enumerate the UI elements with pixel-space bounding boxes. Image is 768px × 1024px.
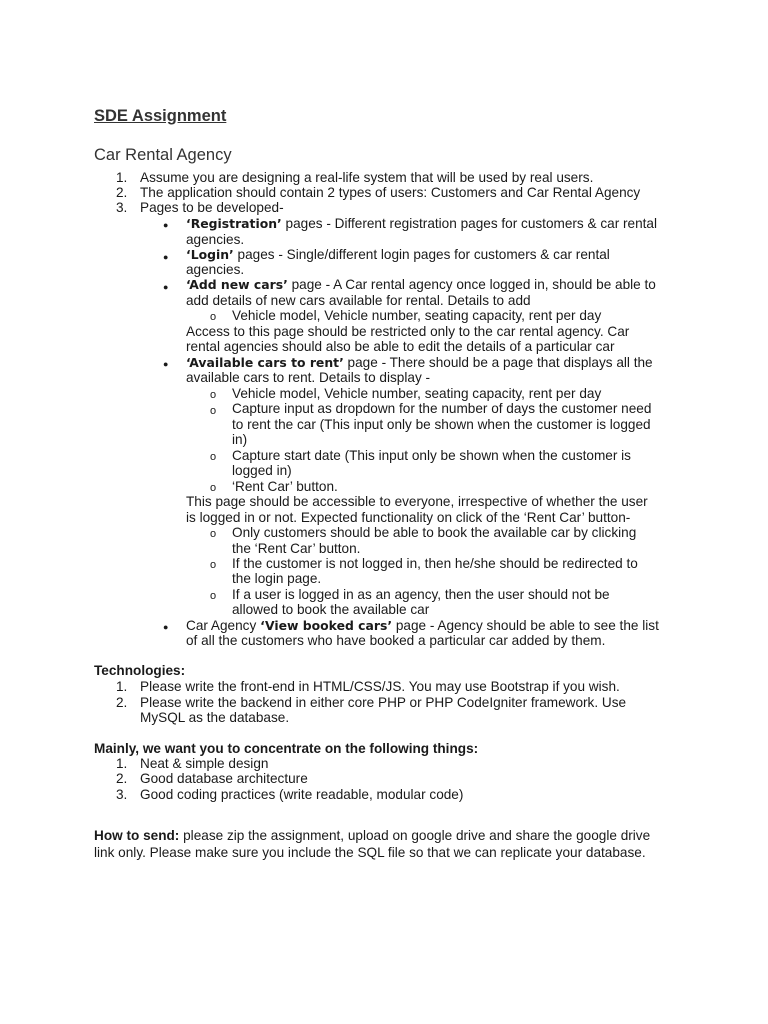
login-page-item: ‘Login’ pages - Single/different login pages for customers & car rental (186, 247, 610, 262)
sub-bullet-icon: o (210, 311, 217, 323)
functionality-item: If the customer is not logged in, then he/she should be redirected to (232, 556, 638, 571)
add-cars-page-item-cont: add details of new cars available for rental. Details to add (186, 293, 531, 308)
list-number: 2. (116, 185, 128, 200)
sub-bullet-icon: o (210, 482, 217, 494)
bullet-icon: ● (163, 282, 169, 292)
add-cars-note-cont: rental agencies should also be able to edit the details of a particular car (186, 339, 615, 354)
how-to-send-label: How to send: (94, 828, 180, 843)
sub-bullet-icon: o (210, 528, 217, 540)
sub-bullet-icon: o (210, 590, 217, 602)
page-subtitle: Car Rental Agency (94, 146, 232, 164)
list-item: Pages to be developed- (140, 200, 284, 215)
functionality-item: If a user is logged in as an agency, then the user should not be (232, 587, 610, 602)
registration-label: ‘Registration’ (186, 216, 282, 231)
login-label: ‘Login’ (186, 247, 234, 262)
focus-item: Neat & simple design (140, 756, 269, 771)
available-cars-detail-cont: in) (232, 432, 248, 447)
bullet-icon: ● (163, 220, 169, 230)
how-to-send: How to send: please zip the assignment, upload on google drive and share the google drive (94, 828, 651, 843)
list-number: 2. (116, 771, 128, 786)
view-booked-label: ‘View booked cars’ (260, 618, 393, 633)
technology-item-cont: MySQL as the database. (140, 710, 290, 725)
technology-item: Please write the front-end in HTML/CSS/JS. You may use Bootstrap if you wish. (140, 679, 620, 694)
focus-item: Good coding practices (write readable, modular code) (140, 787, 464, 802)
available-cars-detail: Capture start date (This input only be shown when the customer is (232, 448, 631, 463)
registration-page-item-cont: agencies. (186, 232, 245, 247)
sub-bullet-icon: o (210, 451, 217, 463)
available-cars-note-cont: is logged in or not. Expected functionality on click of the ‘Rent Car’ button- (186, 510, 631, 525)
how-to-send-cont: link only. Please make sure you include the SQL file so that we can replicate your database. (94, 845, 646, 860)
view-booked-page-item-cont: of all the customers who have booked a particular car added by them. (186, 633, 606, 648)
list-number: 1. (116, 679, 128, 694)
add-cars-note: Access to this page should be restricted only to the car rental agency. Car (186, 324, 630, 339)
sub-bullet-icon: o (210, 389, 217, 401)
available-cars-page-item-cont: available cars to rent. Details to display - (186, 370, 431, 385)
available-cars-label: ‘Available cars to rent’ (186, 355, 344, 370)
available-cars-detail-cont: to rent the car (This input only be shown when the customer is logged (232, 417, 651, 432)
bullet-icon: ● (163, 252, 169, 262)
available-cars-note: This page should be accessible to everyone, irrespective of whether the user (186, 494, 648, 509)
functionality-item-cont: allowed to book the available car (232, 602, 430, 617)
registration-page-item: ‘Registration’ pages - Different registration pages for customers & car rental (186, 216, 658, 231)
available-cars-detail: Capture input as dropdown for the number of days the customer need (232, 401, 652, 416)
list-item: Assume you are designing a real-life system that will be used by real users. (140, 170, 594, 185)
sub-bullet-icon: o (210, 559, 217, 571)
available-cars-detail: ‘Rent Car’ button. (232, 479, 338, 494)
add-cars-page-item: ‘Add new cars’ page - A Car rental agency once logged in, should be able to (186, 277, 656, 292)
technology-item: Please write the backend in either core PHP or PHP CodeIgniter framework. Use (140, 695, 627, 710)
list-item: The application should contain 2 types of users: Customers and Car Rental Agency (140, 185, 641, 200)
bullet-icon: ● (163, 359, 169, 369)
list-number: 1. (116, 170, 128, 185)
add-cars-label: ‘Add new cars’ (186, 277, 288, 292)
list-number: 3. (116, 200, 128, 215)
available-cars-detail: Vehicle model, Vehicle number, seating capacity, rent per day (232, 386, 602, 401)
list-number: 1. (116, 756, 128, 771)
sub-bullet-icon: o (210, 405, 217, 417)
functionality-item: Only customers should be able to book the available car by clicking (232, 525, 637, 540)
technologies-heading: Technologies: (94, 663, 186, 678)
focus-heading: Mainly, we want you to concentrate on the following things: (94, 741, 479, 756)
functionality-item-cont: the login page. (232, 571, 322, 586)
functionality-item-cont: the ‘Rent Car’ button. (232, 541, 361, 556)
page-title: SDE Assignment (94, 107, 227, 125)
bullet-icon: ● (163, 622, 169, 632)
list-number: 2. (116, 695, 128, 710)
available-cars-detail-cont: logged in) (232, 463, 292, 478)
add-cars-detail: Vehicle model, Vehicle number, seating capacity, rent per day (232, 308, 602, 323)
available-cars-page-item: ‘Available cars to rent’ page - There should be a page that displays all the (186, 355, 653, 370)
focus-item: Good database architecture (140, 771, 308, 786)
list-number: 3. (116, 787, 128, 802)
login-page-item-cont: agencies. (186, 262, 245, 277)
view-booked-page-item: Car Agency ‘View booked cars’ page - Agency should be able to see the list (186, 618, 659, 633)
